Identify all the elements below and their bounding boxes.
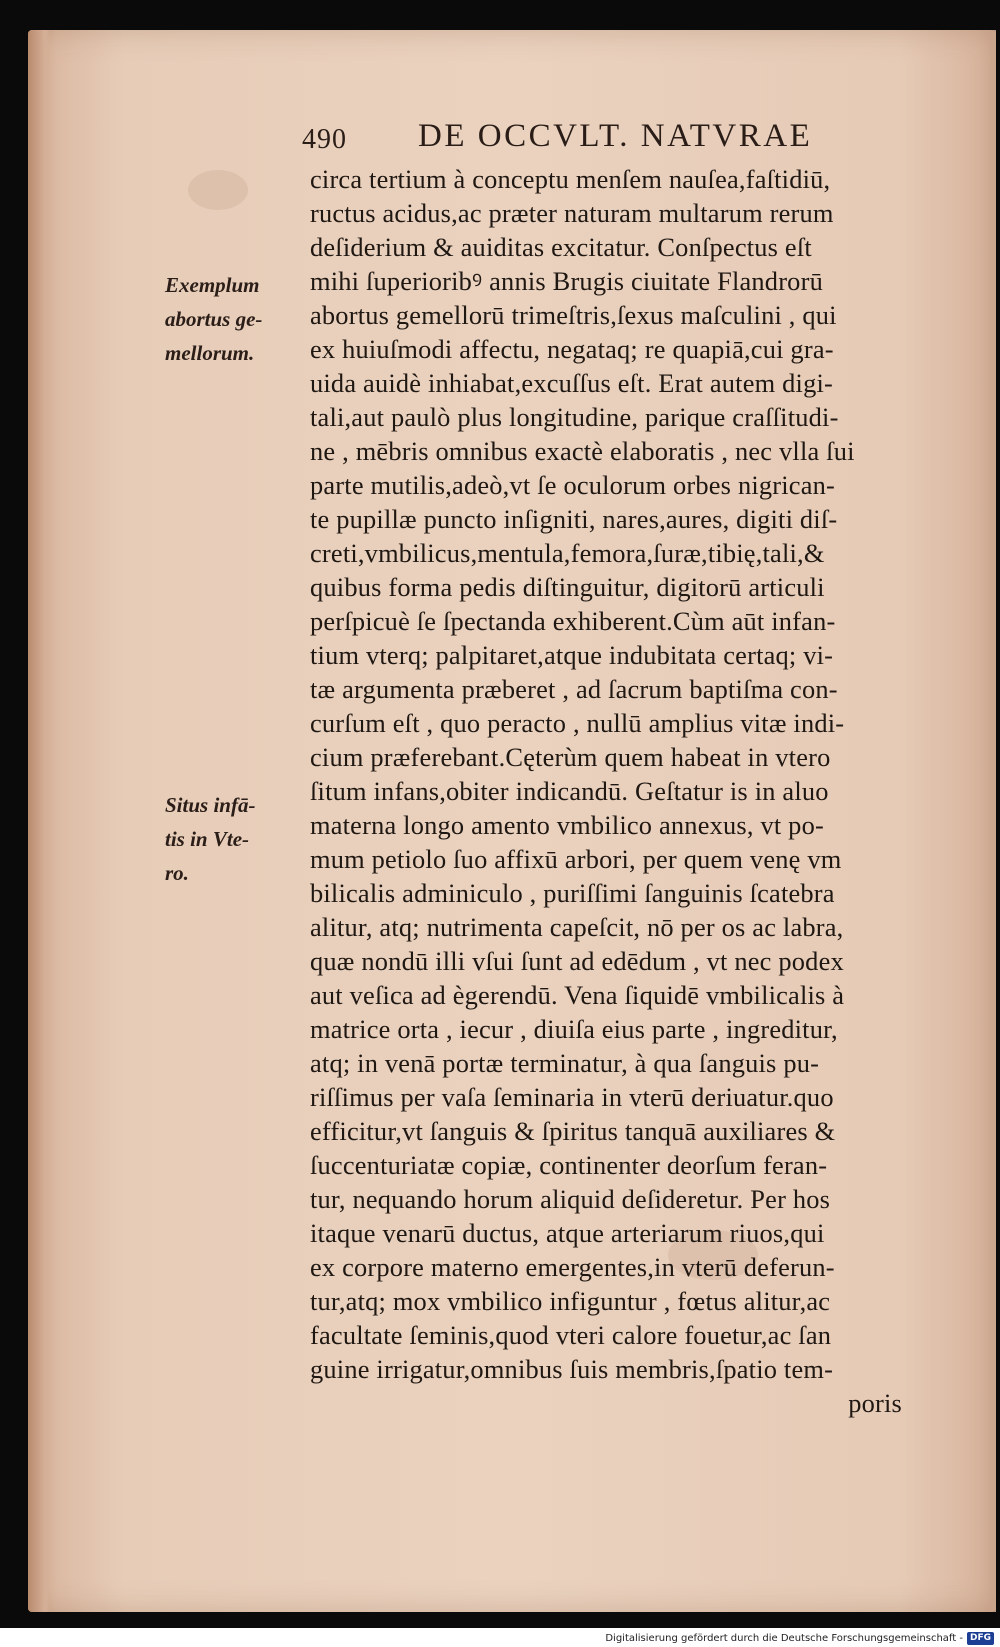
text-line: creti,vmbilicus,mentula,femora,ſuræ,tibię,tali,& bbox=[310, 538, 825, 568]
marginal-note-line: tis in Vte- bbox=[165, 827, 250, 851]
marginal-note-line: ro. bbox=[165, 861, 189, 885]
text-line: bilicalis adminiculo , puriſſimi ſanguinis ſcatebra bbox=[310, 878, 835, 908]
text-line: ſuccenturiatæ copiæ, continenter deorſum feran- bbox=[310, 1150, 828, 1180]
paper-stain bbox=[188, 170, 248, 210]
page-edge bbox=[988, 30, 996, 1612]
text-line: atq; in venā portæ terminatur, à qua ſanguis pu- bbox=[310, 1048, 820, 1078]
marginal-note-line: Situs infā- bbox=[165, 793, 256, 817]
marginal-note-line: Exemplum bbox=[165, 273, 260, 297]
text-line: efficitur,vt ſanguis & ſpiritus tanquā auxiliares & bbox=[310, 1116, 836, 1146]
text-line: parte mutilis,adeò,vt ſe oculorum orbes nigrican- bbox=[310, 470, 835, 500]
text-line: ex corpore materno emergentes,in vterū deferun- bbox=[310, 1252, 835, 1282]
text-line: tali,aut paulò plus longitudine, parique craſſitudi- bbox=[310, 402, 839, 432]
text-line: deſiderium & auiditas excitatur. Conſpectus eſt bbox=[310, 232, 812, 262]
page-gutter bbox=[28, 30, 50, 1612]
text-line: tium vterq; palpitaret,atque indubitata certaq; vi- bbox=[310, 640, 834, 670]
text-line: tur,atq; mox vmbilico infiguntur , fœtus alitur,ac bbox=[310, 1286, 831, 1316]
text-line: abortus gemellorū trimeſtris,ſexus maſculini , qui bbox=[310, 300, 837, 330]
text-line: tur, nequando horum aliquid deſideretur. Per hos bbox=[310, 1184, 831, 1214]
body-text bbox=[310, 162, 902, 1420]
marginal-note-line: abortus ge- bbox=[165, 307, 263, 331]
text-line: ſitum infans,obiter indicandū. Geſtatur is in aluo bbox=[310, 776, 829, 806]
text-line: cium præferebant.Cęterùm quem habeat in vtero bbox=[310, 742, 831, 772]
marginal-note-line: mellorum. bbox=[165, 341, 255, 365]
text-line: alitur, atq; nutrimenta capeſcit, nō per os ac labra, bbox=[310, 912, 844, 942]
digitization-footer bbox=[605, 1630, 994, 1646]
text-line: perſpicuè ſe ſpectanda exhiberent.Cùm aūt infan- bbox=[310, 606, 836, 636]
dfg-logo: DFG bbox=[967, 1632, 994, 1645]
text-line: ructus acidus,ac præter naturam multarum rerum bbox=[310, 198, 834, 228]
text-line: ne , mēbris omnibus exactè elaboratis , nec vlla ſui bbox=[310, 436, 855, 466]
footer-credit-text: Digitalisierung gefördert durch die Deutsche Forschungsgemeinschaft - bbox=[605, 1632, 963, 1644]
text-line: te pupillæ puncto inſigniti, nares,aures, digiti diſ- bbox=[310, 504, 838, 534]
text-line: guine irrigatur,omnibus ſuis membris,ſpatio tem- bbox=[310, 1354, 834, 1384]
text-line: facultate ſeminis,quod vteri calore fouetur,ac ſan bbox=[310, 1320, 832, 1350]
running-title: DE OCCVLT. NATVRAE bbox=[418, 118, 813, 154]
text-line: uida auidè inhiabat,excuſſus eſt. Erat autem digi- bbox=[310, 368, 833, 398]
marginal-note bbox=[165, 788, 255, 890]
text-line: riſſimus per vaſa ſeminaria in vterū deriuatur.quo bbox=[310, 1082, 834, 1112]
text-line: itaque venarū ductus, atque arteriarum riuos,qui bbox=[310, 1218, 825, 1248]
text-line: mum petiolo ſuo affixū arbori, per quem venę vm bbox=[310, 844, 842, 874]
text-line: ex huiuſmodi affectu, negataq; re quapiā,cui gra- bbox=[310, 334, 834, 364]
text-line: curſum eſt , quo peracto , nullū amplius vitæ indi- bbox=[310, 708, 845, 738]
marginal-note bbox=[165, 268, 262, 370]
text-line: mihi ſuperioribꝰ annis Brugis ciuitate Flandrorū bbox=[310, 266, 823, 296]
page-number: 490 bbox=[302, 124, 347, 155]
page-header bbox=[302, 118, 892, 164]
text-line: circa tertium à conceptu menſem nauſea,faſtidiū, bbox=[310, 164, 831, 194]
text-line: materna longo amento vmbilico annexus, vt po- bbox=[310, 810, 824, 840]
text-line: quibus forma pedis diſtinguitur, digitorū articuli bbox=[310, 572, 825, 602]
text-line: quæ nondū illi vſui ſunt ad edēdum , vt nec podex bbox=[310, 946, 844, 976]
catchword: poris bbox=[848, 1388, 902, 1418]
text-line: matrice orta , iecur , diuiſa eius parte , ingreditur, bbox=[310, 1014, 838, 1044]
text-line: tæ argumenta præberet , ad ſacrum baptiſma con- bbox=[310, 674, 838, 704]
text-line: aut veſica ad ègerendū. Vena ſiquidē vmbilicalis à bbox=[310, 980, 845, 1010]
